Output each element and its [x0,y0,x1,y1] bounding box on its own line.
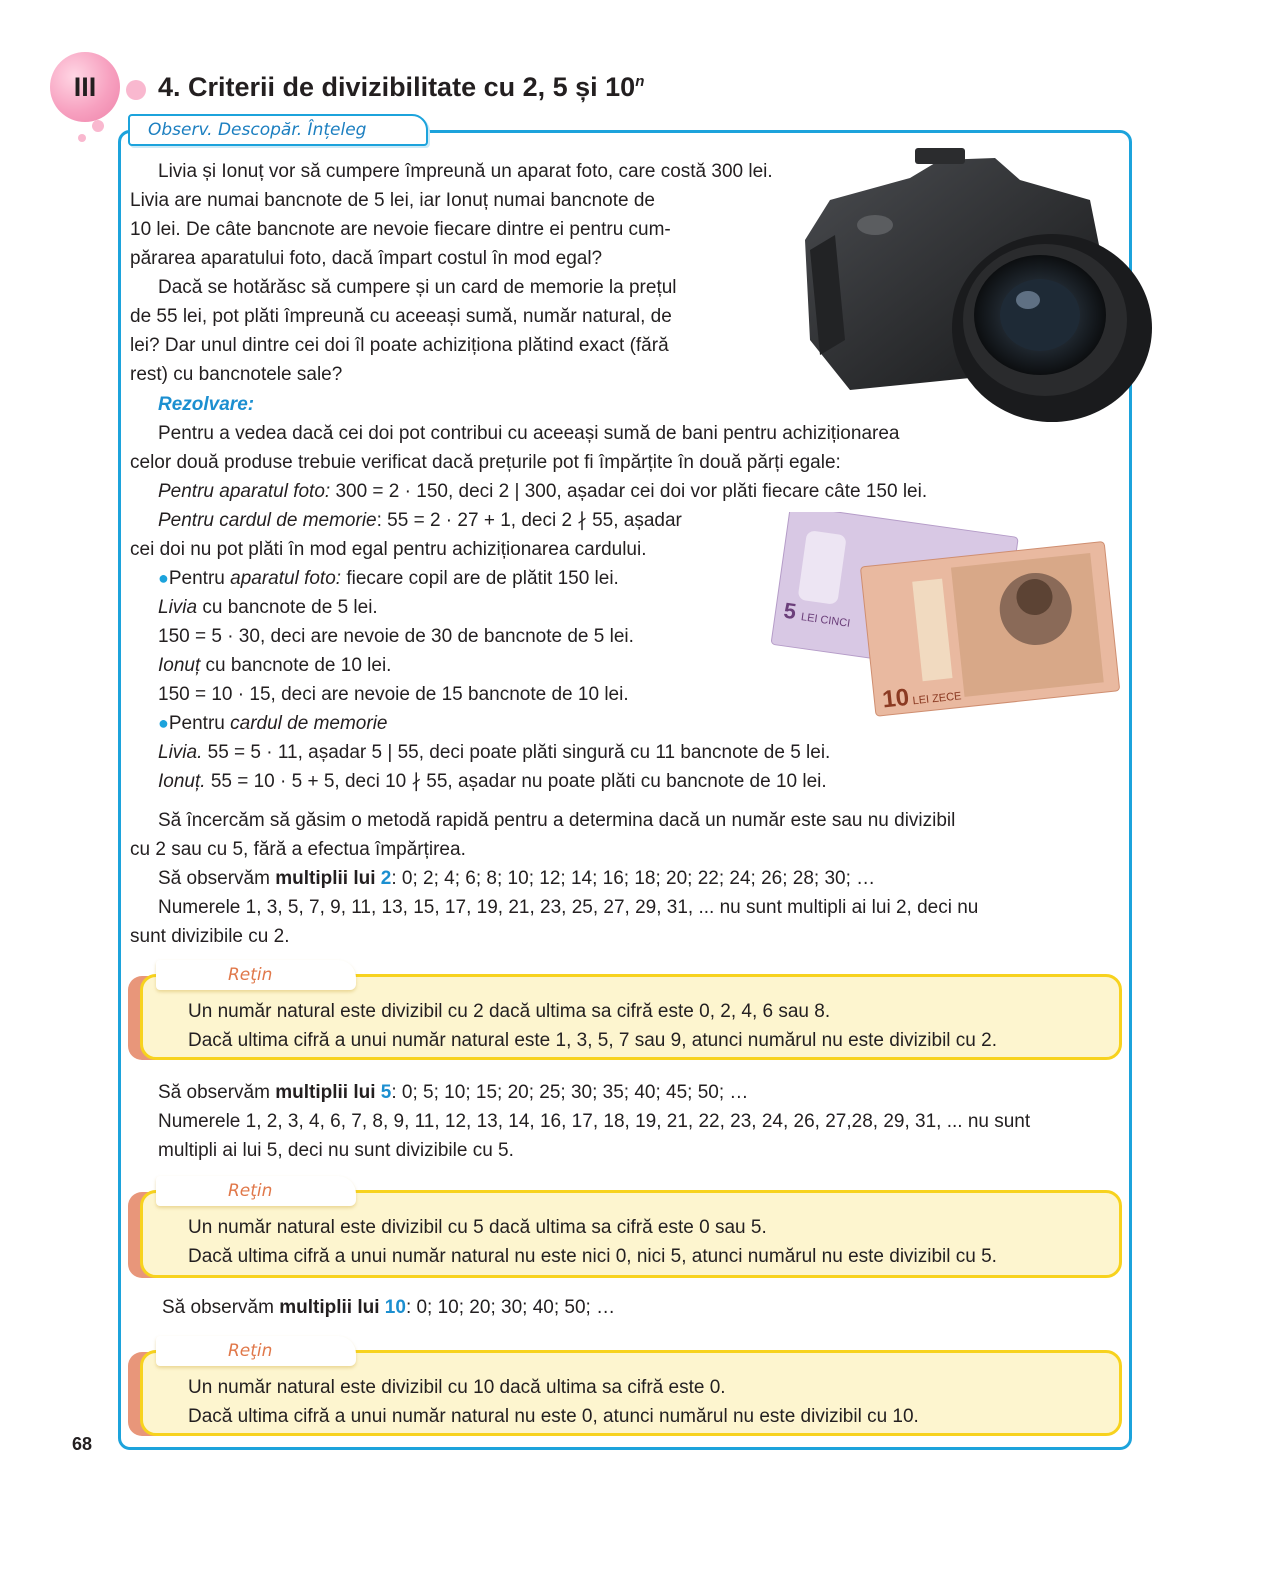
section-tab [128,114,428,146]
obs-bold: multiplii lui [275,1082,381,1103]
page-number: 68 [72,1434,93,1454]
livia-line [158,593,378,622]
obs-text: : 0; 5; 10; 15; 20; 25; 30; 35; 40; 45; 50; … [391,1082,749,1103]
retin-3-line: Dacă ultima cifră a unui număr natural nu este 0, atunci numărul nu este divizibil cu 10. [188,1406,919,1427]
problem-line: de 55 lei, pot plăti împreună cu aceeași sumă, număr natural, de [130,306,672,327]
retin-label: Reţin [228,1341,273,1361]
obs-prefix: Să observăm [158,868,276,889]
livia-line [158,738,830,767]
ionut-line [158,767,827,796]
retin-tab-3 [156,1336,356,1366]
rezolvare-card [158,506,682,535]
chapter-badge [50,52,120,122]
banknote-10-value: 10 [881,683,911,714]
decorative-bubble [92,120,104,132]
problem-line: rest) cu bancnotele sale? [130,364,343,385]
intro-line: Să încercăm să găsim o metodă rapidă pentru a determina dacă un număr este sau nu divizibil [158,810,956,831]
banknotes-image [768,512,1120,718]
ionut-line [158,651,391,680]
non-multiples-2-line: sunt divizibile cu 2. [130,926,290,947]
non-multiples-2-line: Numerele 1, 3, 5, 7, 9, 11, 13, 15, 17, 19, 21, 23, 25, 27, 29, 31, ... nu sunt multipli ai lui 2, deci nu [158,897,979,918]
problem-line: lei? Dar unul dintre cei doi îl poate achiziționa plătind exact (fără [130,335,669,356]
livia-text: 55 = 5 · 11, așadar 5 | 55, deci poate plăti singură cu 11 bancnote de 5 lei. [202,742,831,763]
retin-3-line: Un număr natural este divizibil cu 10 dacă ultima sa cifră este 0. [188,1377,726,1398]
bullet-icon: ● [158,713,169,733]
ionut-text: 55 = 10 · 5 + 5, deci 10 ∤ 55, așadar nu poate plăti cu bancnote de 10 lei. [205,771,827,792]
bullet-foto [158,564,619,593]
retin-tab-1 [156,960,356,990]
bullet-icon: ● [158,568,169,588]
camera-image [790,140,1152,422]
banknote-5-text: LEI CINCI [800,611,851,630]
obs-text: : 0; 10; 20; 30; 40; 50; … [405,1297,616,1318]
problem-line: părarea aparatului foto, dacă împart costul în mod egal? [130,248,603,269]
bullet-card [158,709,387,738]
bullet-prefix: Pentru [168,713,231,734]
multiples-5-line [158,1078,748,1107]
chapter-badge-label: III [73,71,97,102]
retin-1-line: Dacă ultima cifră a unui număr natural este 1, 3, 5, 7 sau 9, atunci numărul nu este divizibil cu 2. [188,1030,997,1051]
calc-line: 150 = 10 · 15, deci are nevoie de 15 bancnote de 10 lei. [158,684,629,705]
section-tab-label: Observ. Descopăr. Înțeleg [148,120,367,140]
ionut-name: Ionuț [158,655,201,676]
rezolvare-line: cei doi nu pot plăti în mod egal pentru achiziționarea cardului. [130,539,647,560]
retin-1-line: Un număr natural este divizibil cu 2 dacă ultima sa cifră este 0, 2, 4, 6 sau 8. [188,1001,831,1022]
chapter-title-superscript: n [635,73,645,90]
livia-name: Livia. [158,742,203,763]
rezolvare-foto [158,477,927,506]
obs-bold: multiplii lui [279,1297,385,1318]
retin-label: Reţin [228,1181,273,1201]
ionut-text: cu bancnote de 10 lei. [200,655,392,676]
obs-text: : 0; 2; 4; 6; 8; 10; 12; 14; 16; 18; 20; 22; 24; 26; 28; 30; … [391,868,876,889]
retin-label: Reţin [228,965,273,985]
ionut-name: Ionuț. [158,771,206,792]
rezolvare-heading: Rezolvare: [158,394,255,415]
intro-line: cu 2 sau cu 5, fără a efectua împărțirea. [130,839,466,860]
banknote-5-value: 5 [782,597,798,625]
chapter-title-text: 4. Criterii de divizibilitate cu 2, 5 și 10 [158,72,636,102]
problem-line: Livia și Ionuț vor să cumpere împreună un aparat foto, care costă 300 lei. [158,161,773,182]
obs-bold: multiplii lui [275,868,381,889]
retin-2-line: Dacă ultima cifră a unui număr natural nu este nici 0, nici 5, atunci numărul nu este divizibil cu 5. [188,1246,997,1267]
decorative-bubble [78,134,86,142]
decorative-bubble [126,80,146,100]
banknote-10-text: LEI ZECE [912,690,962,708]
problem-line: Livia are numai bancnote de 5 lei, iar Ionuț numai bancnote de [130,190,655,211]
obs-prefix: Să observăm [158,1082,276,1103]
non-multiples-5-line: Numerele 1, 2, 3, 4, 6, 7, 8, 9, 11, 12, 13, 14, 16, 17, 18, 19, 21, 22, 23, 24, 26, 27,28, 29, 31, ... nu sunt [158,1111,1031,1132]
bullet-text: fiecare copil are de plătit 150 lei. [341,568,619,589]
bullet-prefix: Pentru [168,568,231,589]
multiples-10-line [162,1293,615,1322]
problem-line: 10 lei. De câte bancnote are nevoie fiecare dintre ei pentru cum- [130,219,671,240]
obs-prefix: Să observăm [162,1297,280,1318]
card-text: : 55 = 2 · 27 + 1, deci 2 ∤ 55, așadar [376,510,682,531]
chapter-title [158,72,644,103]
retin-tab-2 [156,1176,356,1206]
obs-number: 2 [380,868,392,889]
calc-line: 150 = 5 · 30, deci are nevoie de 30 de bancnote de 5 lei. [158,626,634,647]
livia-name: Livia [158,597,198,618]
bullet-label: aparatul foto: [230,568,342,589]
bullet-label: cardul de memorie [230,713,388,734]
non-multiples-5-line: multipli ai lui 5, deci nu sunt divizibile cu 5. [158,1140,514,1161]
foto-text: 300 = 2 · 150, deci 2 | 300, așadar cei doi vor plăti fiecare câte 150 lei. [330,481,928,502]
problem-line: Dacă se hotărăsc să cumpere și un card de memorie la prețul [158,277,677,298]
foto-label: Pentru aparatul foto: [158,481,331,502]
retin-2-line: Un număr natural este divizibil cu 5 dacă ultima sa cifră este 0 sau 5. [188,1217,767,1238]
rezolvare-line: celor două produse trebuie verificat dacă prețurile pot fi împărțite în două părți egale: [130,452,841,473]
obs-number: 10 [384,1297,406,1318]
livia-text: cu bancnote de 5 lei. [197,597,378,618]
obs-number: 5 [380,1082,392,1103]
multiples-2-line [158,864,875,893]
card-label: Pentru cardul de memorie [158,510,377,531]
rezolvare-line: Pentru a vedea dacă cei doi pot contribui cu aceeași sumă de bani pentru achiziționarea [158,423,900,444]
